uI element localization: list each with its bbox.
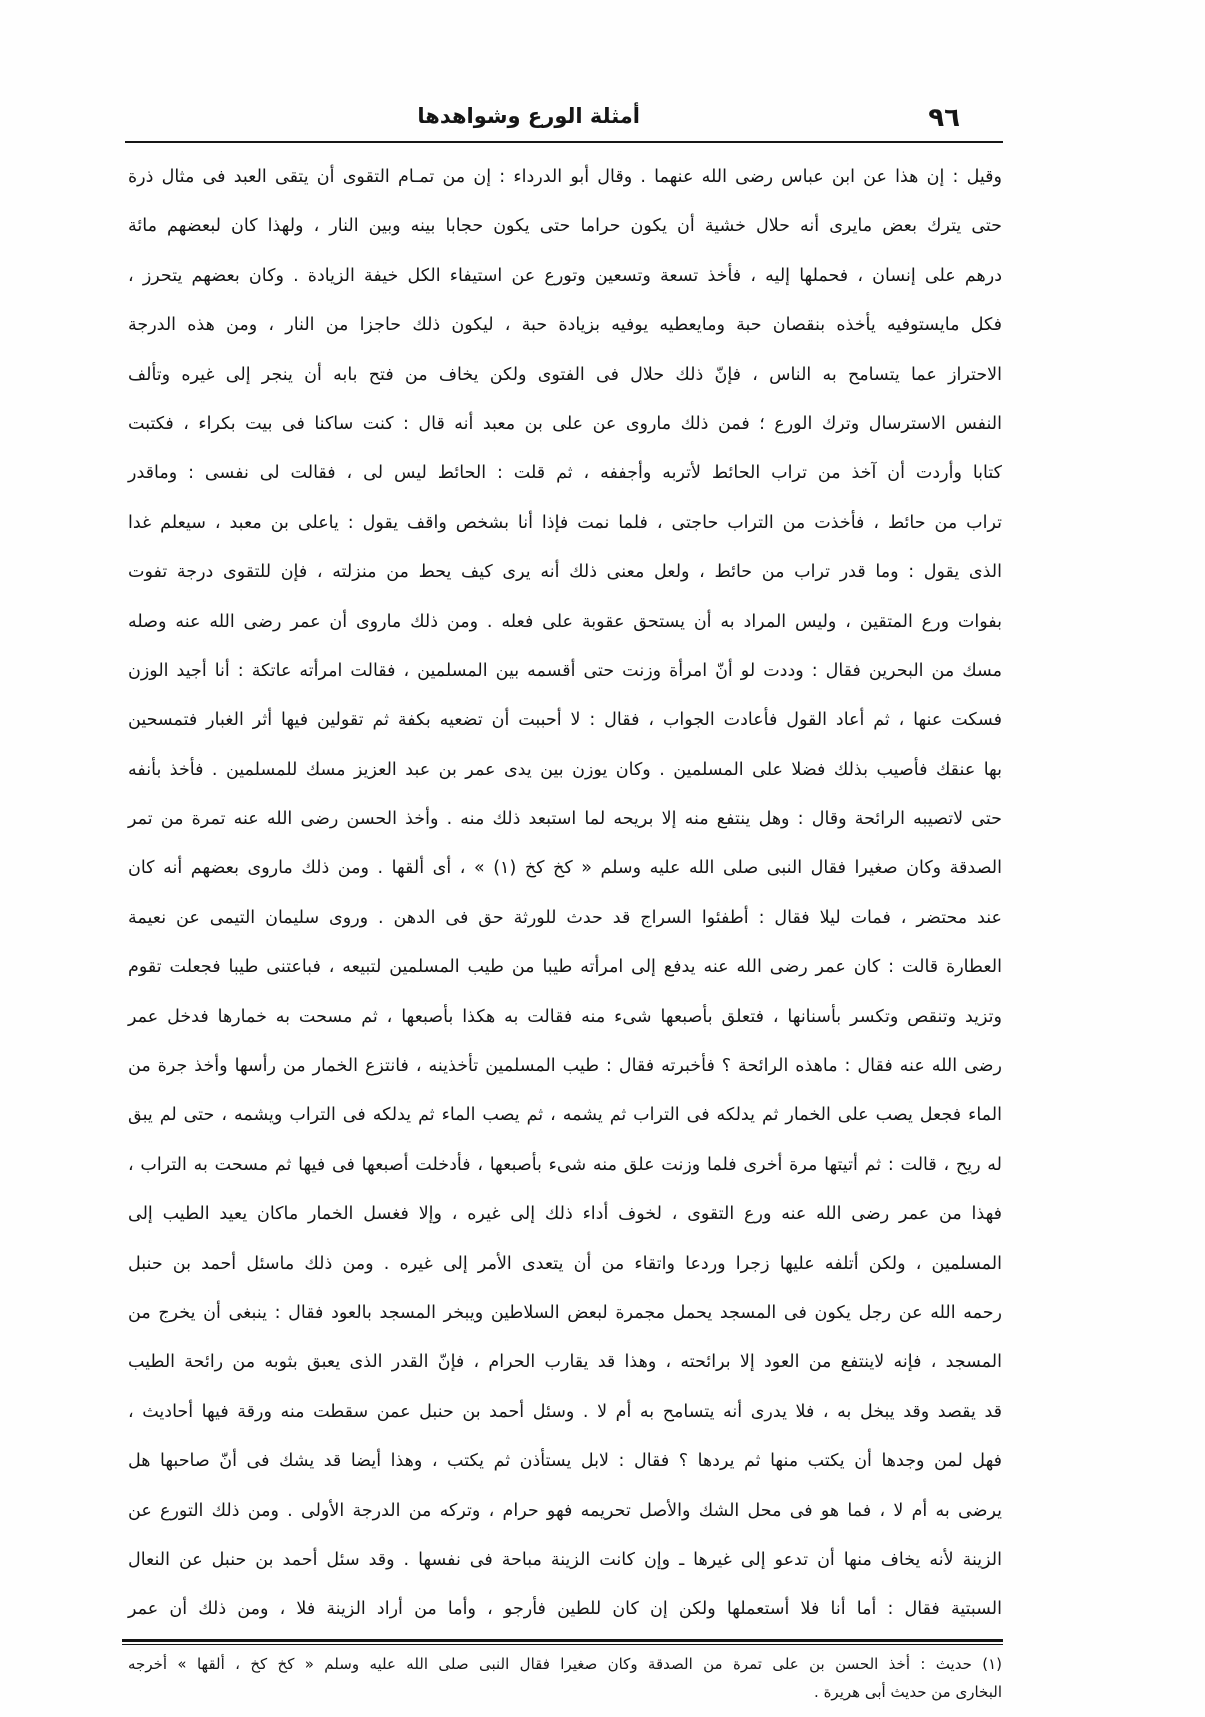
body-line: فكل مايستوفيه يأخذه بنقصان حبة ومايعطيه يوفيه بزيادة حبة ، ليكون ذلك حاجزا من النار ، ومن هذه الدرجة: [128, 315, 1002, 336]
body-line: يرضى به أم لا ، فما هو فى محل الشك والأصل تحريمه فهو حرام ، وتركه من الدرجة الأولى . ومن ذلك التورع عن: [128, 1500, 1002, 1521]
body-line: رحمه الله عن رجل يكون فى المسجد يحمل مجمرة لبعض السلاطين ويبخر المسجد بالعود فقال : ينبغى أن يخرج من: [128, 1302, 1002, 1323]
body-line: رضى الله عنه فقال : ماهذه الرائحة ؟ فأخبرته فقال : طيب المسلمين تأخذينه ، فانتزع الخمار من رأسها وأخذ جرة من: [128, 1056, 1002, 1077]
body-line: عند محتضر ، فمات ليلا فقال : أطفئوا السراج قد حدث للورثة حق فى الدهن . وروى سليمان التيمى عن نعيمة: [128, 907, 1002, 928]
body-line: الصدقة وكان صغيرا فقال النبى صلى الله عليه وسلم « كخ كخ (١) » ، أى ألقها . ومن ذلك ماروى بعضهم أنه كان: [128, 858, 1002, 879]
body-line: وتزيد وتنقص وتكسر بأسنانها ، فتعلق بأصبعها شىء منه فقالت به هكذا بأصبعها ، ثم مسحت به خمارها فدخل عمر: [128, 1006, 1002, 1027]
body-line: كتابا وأردت أن آخذ من تراب الحائط لأتربه وأجففه ، ثم قلت : الحائط ليس لى ، فقالت لى نفسى : وماقدر: [128, 463, 1002, 484]
footnote-line: البخارى من حديث أبى هريرة .: [814, 1683, 1002, 1701]
header-rule: [125, 141, 1003, 143]
page-number: ٩٦: [928, 103, 960, 133]
body-line: له ريح ، قالت : ثم أتيتها مرة أخرى فلما وزنت علق منه شىء بأصبعها ، فأدخلت أصبعها فى فيها ثم مسحت به التراب ،: [128, 1154, 1002, 1175]
body-line: مسك من البحرين فقال : وددت لو أنّ امرأة وزنت حتى أقسمه بين المسلمين ، فقالت امرأته عاتكة : أنا أجيد الوزن: [128, 660, 1002, 681]
body-line: بفوات ورع المتقين ، وليس المراد به أن يستحق عقوبة على فعله . ومن ذلك ماروى أن عمر رضى الله عنه وصله: [128, 611, 1002, 632]
body-line: الزينة لأنه يخاف منها أن تدعو إلى غيرها ـ وإن كانت الزينة مباحة فى نفسها . وقد سئل أحمد بن حنبل عن النعال: [128, 1549, 1002, 1570]
body-line: وقيل : إن هذا عن ابن عباس رضى الله عنهما . وقال أبو الدرداء : إن من تمـام التقوى أن يتقى العبد فى مثال ذرة: [128, 167, 1002, 187]
body-line: النفس الاسترسال وترك الورع ؛ فمن ذلك ماروى عن على بن معبد أنه قال : كنت ساكنا فى بيت بكراء ، فكتبت: [128, 413, 1002, 434]
body-line: قد يقصد وقد يبخل به ، فلا يدرى أنه يتسامح به أم لا . وسئل أحمد بن حنبل عمن سقطت منه ورقة فيها أحاديث ،: [128, 1401, 1002, 1422]
body-line: الذى يقول : وما قدر تراب من حائط ، ولعل معنى ذلك أنه يرى كيف يحط من منزلته ، فإن للتقوى درجة تفوت: [128, 562, 1002, 583]
footnote-line: (١) حديث : أخذ الحسن بن على تمرة من الصدقة وكان صغيرا فقال النبى صلى الله عليه وسلم « كخ كخ ، ألقها » أخرجه: [128, 1655, 1002, 1673]
body-line: فسكت عنها ، ثم أعاد القول فأعادت الجواب ، فقال : لا أحببت أن تضعيه بكفة ثم تقولين فيها أثر الغبار فتمسحين: [128, 710, 1002, 731]
body-line: تراب من حائط ، فأخذت من التراب حاجتى ، فلما نمت فإذا أنا بشخص واقف يقول : ياعلى بن معبد ، سيعلم غدا: [128, 512, 1002, 533]
body-line: المسجد ، فإنه لاينتفع من العود إلا برائحته ، وهذا قد يقارب الحرام ، فإنّ القدر الذى يعبق بثوبه من رائحة الطيب: [128, 1352, 1002, 1373]
body-line: حتى لاتصيبه الرائحة وقال : وهل ينتفع منه إلا بريحه لما استبعد ذلك منه . وأخذ الحسن رضى الله عنه تمرة من تمر: [128, 809, 1002, 830]
body-line: الماء فجعل يصب على الخمار ثم يدلكه فى التراب ثم يشمه ، ثم يصب الماء ثم يدلكه فى التراب ويشمه ، حتى لم يبق: [128, 1105, 1002, 1126]
footnote-rule: [122, 1639, 1003, 1645]
footnotes: [128, 1650, 1002, 1706]
body-line: درهم على إنسان ، فحملها إليه ، فأخذ تسعة وتسعين وتورع عن استيفاء الكل خيفة الزيادة . وكان بعضهم يتحرز ،: [128, 265, 1002, 286]
body-line: العطارة قالت : كان عمر رضى الله عنه يدفع إلى امرأته طيبا من طيب المسلمين لتبيعه ، فباعتنى طيبا فجعلت تقوم: [128, 957, 1002, 978]
body-line: بها عنقك فأصيب بذلك فضلا على المسلمين . وكان يوزن بين يدى عمر بن عبد العزيز مسك للمسلمين . فأخذ بأنفه: [128, 759, 1002, 780]
body-line: الاحتراز عما يتسامح به الناس ، فإنّ ذلك حلال فى الفتوى ولكن يخاف من فتح بابه أن ينجر إلى غيره وتألف: [128, 364, 1002, 385]
body-text: [128, 153, 1002, 1635]
body-line: فهذا من عمر رضى الله عنه ورع التقوى ، لخوف أداء ذلك إلى غيره ، وإلا فغسل الخمار ماكان يعيد الطيب إلى: [128, 1204, 1002, 1225]
body-line: حتى يترك بعض مايرى أنه حلال خشية أن يكون حراما حتى يكون حجابا بينه وبين النار ، ولهذا كان لبعضهم مائة: [128, 216, 1002, 237]
running-head-title: أمثلة الورع وشواهدها: [417, 104, 640, 128]
body-line: المسلمين ، ولكن أتلفه عليها زجرا وردعا واتقاء من أن يتعدى الأمر إلى غيره . ومن ذلك ماسئل أحمد بن حنبل: [128, 1253, 1002, 1274]
body-line: فهل لمن وجدها أن يكتب منها ثم يردها ؟ فقال : لابل يستأذن ثم يكتب ، وهذا أيضا قد يشك فى أنّ صاحبها هل: [128, 1451, 1002, 1472]
body-line: السبتية فقال : أما أنا فلا أستعملها ولكن إن كان للطين فأرجو ، وأما من أراد الزينة فلا ، ومن ذلك أن عمر: [128, 1599, 1002, 1620]
